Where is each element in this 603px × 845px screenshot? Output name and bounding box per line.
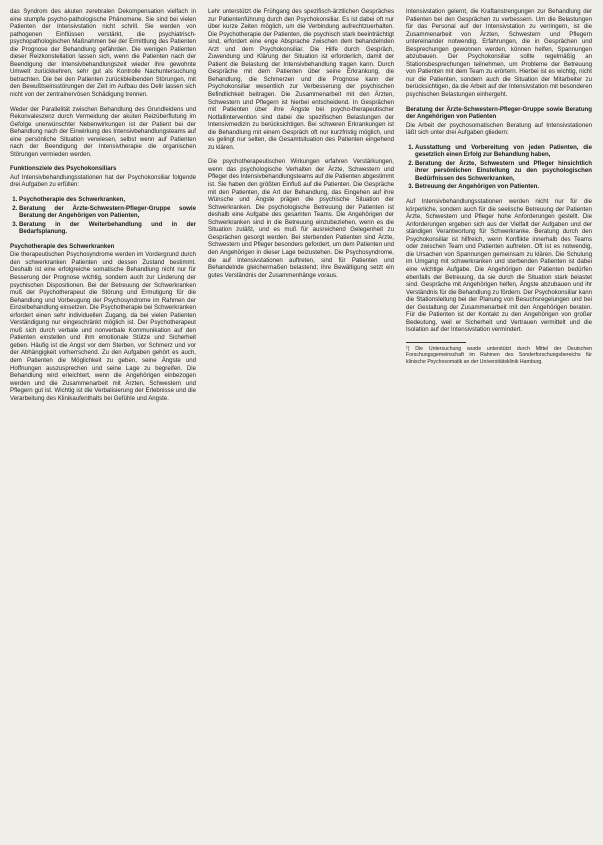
article-columns	[10, 8, 593, 833]
paragraph: Intensivstation gelernt, die Kraftanstrengungen zur Behandlung der Patienten bei den Gesprächen zu verbessern. Um die Belastungen für das Personal auf der Intensivstation zu verringern, ist die Zusammenarbeit von Ärzten, Schwestern und Pflegern untereinander notwendig. Erfahrungen, die in Gesprächen und Besprechungen gewonnen werden, können helfen, Spannungen abzubauen. Der Psychokonsiliar sollte regelmäßig an Stationsbesprechungen teilnehmen, um Probleme der Betreuung von Patienten mit dem Team zu erörtern. Hierbei ist es wichtig, nicht nur die Patienten, sondern auch die Situation der Mitarbeiter zu berücksichtigen, da die Arbeit auf der Intensivstation mit besonderen psychischen Belastungen einhergeht.	[406, 8, 592, 99]
paragraph: Die Arbeit der psychosomatischen Beratung auf Intensivstationen läßt sich unter drei Aufgaben gliedern:	[406, 121, 592, 137]
column-2	[208, 8, 394, 833]
paragraph: Weder der Parallelität zwischen Behandlung des Grundleidens und Rekonvaleszenz durch Vermeidung der akuten Reizüberflutung im Gefolge unerwünschter Nebenwirkungen ist der Patient bei der Behandlung nach der Einwirkung des Intensivbehandlungsteams auf eine persönliche Situation verwiesen, selbst wenn auf Patienten nach der Beendigung der Intensivtherapie die organischen Störungen vermieden werden.	[10, 105, 196, 158]
paragraph: Auf Intensivbehandlungsstationen hat der Psychokonsiliar folgende drei Aufgaben zu erfüllen:	[10, 173, 196, 189]
column-1	[10, 8, 196, 833]
task-list	[406, 144, 592, 191]
footnote-divider	[406, 342, 466, 343]
section-heading: Psychotherapie des Schwerkranken	[10, 242, 115, 250]
list-item: 1. Ausstattung und Vorbereitung von jeden Patienten, die gesetzlich einen Erfolg zur Behandlung haben,	[415, 144, 592, 159]
paragraph: Die therapeutischen Psychosyndrome werden im Vordergrund durch den schwerkranken Patienten und dessen Zustand bestimmt. Deshalb ist eine erfolgreiche somatische Behandlung nicht nur für Besserung der Prognose wichtig, sondern auch zur Linderung der psychischen Dispositionen. Bei der Betreuung der Schwerkranken muß der Psychotherapeut die Störung und Ermutigung für die Behandlung und Vorbeugung der Psychosyndrome im Rahmen der Einzelbehandlung einsetzen. Die Psychotherapie bei Schwerkranken erfordert einen sehr individuellen Zugang, da bei vielen Patienten Verständigung nur eingeschränkt möglich ist. Der Psychotherapeut muß sich durch verbale und nonverbale Kommunikation auf den Patienten einstellen und ihm emotionale Stütze und Sicherheit geben. Häufig ist die Angst vor dem Sterben, vor Schmerz und vor der Abhängigkeit vorherrschend. Zu den Aufgaben gehört es auch, dem Patienten die Möglichkeit zu geben, seine Ängste und Hoffnungen auszusprechen und seine Lage zu begreifen. Die Behandlung wird erleichtert, wenn die Angehörigen einbezogen werden und die Zusammenarbeit mit Ärzten, Schwestern und Pflegern gut ist. Wichtig ist die Verbalisierung der Erlebnisse und die Verarbeitung des Klinikaufenthalts bei Gefühle und Angste.	[10, 251, 196, 402]
paragraph: Die psychotherapeutischen Wirkungen erfahren Verstärkungen, wenn das psychologische Verhalten der Ärzte, Schwestern und Pfleger des Intensivbehandlungsteams auf die Patienten abgestimmt ist. Sie haben den größten Einfluß auf die Patienten. Die Gespräche mit den Patienten, die Art der Behandlung, das Eingehen auf ihre Wünsche und Ängste prägen die psychische Situation der Schwerkranken. Die psychologische Betreuung der Patienten ist deshalb eine Aufgabe des gesamten Teams. Die Angehörigen der Schwerkranken sind in die Betreuung einzubeziehen, wenn es die Situation zuläßt, und es muß für ausreichend Gelegenheit zu Gesprächen gesorgt werden. Bei sterbenden Patienten sind Ärzte, Schwestern und Pfleger besonders gefordert, um dem Patienten und den Angehörigen in dieser Lage beizustehen. Die Psychosyndrome, die auf Intensivstationen auftreten, sind für Patienten und Behandelnde gleichermaßen belastend; ihre Bewältigung setzt ein gutes Verständnis der Zusammenhänge voraus.	[208, 158, 394, 279]
column-3	[406, 8, 592, 833]
paragraph: Lehr unterstützt die Frühgang des spezifisch-ärztlichen Gespräches zur Patientenführung durch den Psychokonsiliar. Es ist dabei oft nur über kurze Zeiten möglich, um die Verbindung aufrechtzuerhalten. Die Psychotherapie der Patienten, die psychisch stark beeinträchtigt sind, erfordert eine enge Absprache zwischen dem behandelnden Arzt und dem Psychokonsiliar. Die Hilfe durch Gespräch, Zuwendung und Klärung der Situation ist erforderlich, damit der Patient die Belastung der Intensivbehandlung tragen kann. Durch Gespräche mit dem Patienten über seine Erkrankung, die Behandlung, die Schmerzen und die Prognose kann der Psychokonsiliar wesentlich zur Verbesserung der psychischen Befindlichkeit beitragen. Die Zusammenarbeit mit den Ärzten, Schwestern und Pflegern ist hierbei entscheidend. In Gesprächen mit Patienten über ihre Ängste bei psycho-therapeutischer Notfallintervention sind dabei die spezifischen Belastungen der Intensivmedizin zu berücksichtigen. Bei schweren Erkrankungen ist die Behandlung mit einem Gespräch oft nur kurzfristig möglich, und es gelingt nur selten, die Gesamtsituation des Patienten eingehend zu klären.	[208, 8, 394, 151]
list-item: 3. Betreuung der Angehörigen von Patienten.	[415, 183, 592, 191]
section-heading: Funktionsziele des Psychokonsiliars	[10, 165, 117, 173]
list-item: 2. Beratung der Ärzte-Schwestern-Pfleger-Gruppe sowie Beratung der Angehörigen von Patienten,	[19, 205, 196, 220]
paragraph: das Syndrom des akuten zerebralen Dekompensation vielfach in eine stumpfe psycho-pathologische Phänomene. Sie sind bei vielen Patienten der Intensivstation nicht schrill. Sie werden von pathogenen Einflüssen verstärkt, die psychiatrisch-psychopathologischen Maßnahmen bei der Ermittlung des Patienten die Prognose der Behandlung gefährden. Die wenigen Patienten dieser Reizkonstellation lassen sich, wenn die Patienten nach der Beendigung der Intensivbehandlungszeit wieder ihre gewohnte Umwelt zurückkehren, sehr gut als Kontrolle Nachuntersuchung betrachten. Die bei den Patienten zurückbleibenden Störungen, mit den Bewußtseinsstörungen der Zeit im Aufbau des Delir lassen sich nicht von der zentralnervösen Schädigung trennen.	[10, 8, 196, 99]
footnote: ¹) Die Untersuchung wurde unterstützt durch Mittel der Deutschen Forschungsgemeinschaft im Rahmen des Sonderforschungsbereichs für klinische Psychosomatik an der Universitätsklinik Hamburg.	[406, 345, 592, 365]
task-list	[10, 196, 196, 236]
list-item: 3. Beratung in der Weiterbehandlung und in der Bedarfsplanung.	[19, 221, 196, 236]
section-heading: Beratung der Ärzte-Schwestern-Pfleger-Gruppe sowie Beratung der Angehörigen von Patienten	[406, 105, 592, 121]
list-item: 1. Psychotherapie des Schwerkranken,	[19, 196, 196, 204]
list-item: 2. Beratung der Ärzte, Schwestern und Pfleger hinsichtlich ihrer persönlichen Einstellung zu den psychologischen Bedürfnissen des Schwerkranken,	[415, 160, 592, 183]
paragraph: Auf Intensivbehandlungsstationen werden nicht nur für die körperliche, sondern auch für die seelische Betreuung der Patienten Ärzte, Schwestern und Pfleger hohe Anforderungen gestellt. Die Anforderungen ergeben sich aus der Vielfalt der Aufgaben und der ständigen Verantwortung für Schwerkranke. Beratung durch den Psychokonsiliar ist hilfreich, wenn Konflikte innerhalb des Teams oder zwischen Team und Patienten auftreten. Oft ist es notwendig, die Ursachen von Spannungen gemeinsam zu klären. Die Schulung im Umgang mit schwerkranken und sterbenden Patienten ist dabei eine wichtige Aufgabe. Die Angehörigen der Patienten bedürfen ebenfalls der Betreuung, da sie durch die Situation stark belastet sind. Gespräche mit Angehörigen helfen, Ängste abzubauen und ihr Verständnis für die Behandlung zu fördern. Der Psychokonsiliar kann die Stationsleitung bei der Planung von Besuchsregelungen und bei der Gestaltung der Zusammenarbeit mit den Angehörigen beraten. Für die Patienten ist der Kontakt zu den Angehörigen von großer Bedeutung, weil er Sicherheit und Vertrauen vermittelt und die Isolation auf der Intensivstation vermindert.	[406, 198, 592, 334]
